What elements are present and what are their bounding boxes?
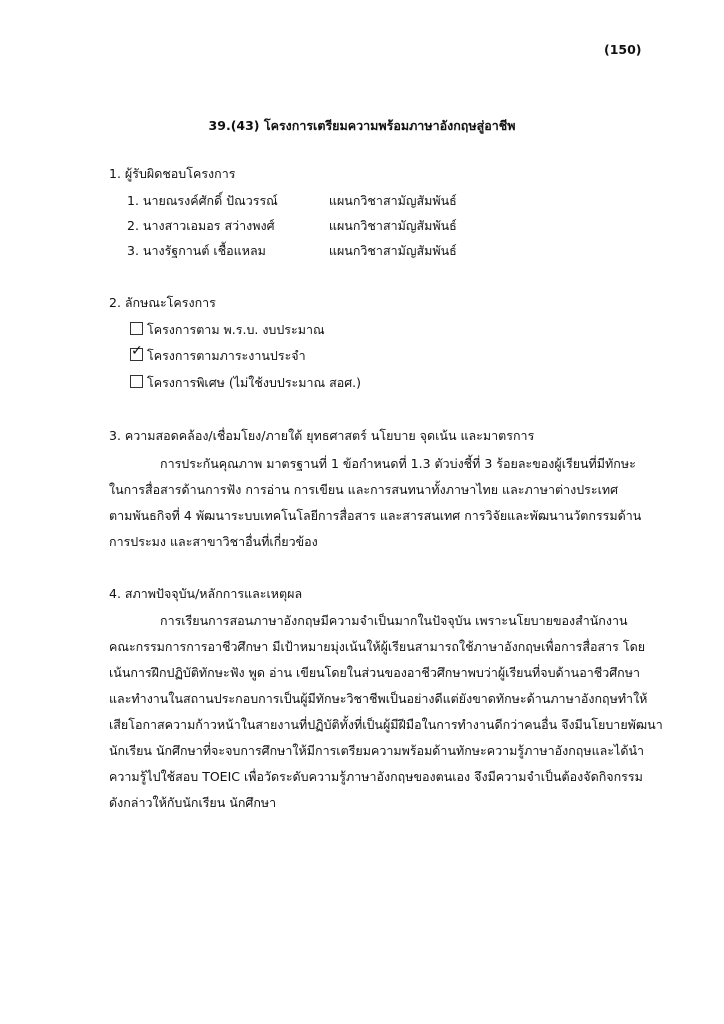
person-number: 2.: [127, 218, 139, 233]
paragraph-line: ดังกล่าวให้กับนักเรียน นักศึกษา: [109, 795, 277, 810]
document-title: 39.(43) โครงการเตรียมความพร้อมภาษาอังกฤษสู่อาชีพ: [208, 118, 516, 133]
project-type-option: [130, 343, 306, 364]
paragraph-line: คณะกรรมการการอาชีวศึกษา มีเป้าหมายมุ่งเน้นให้ผู้เรียนสามารถใช้ภาษาอังกฤษเพื่อการสื่อสาร โดย: [109, 639, 646, 654]
person-row: [127, 193, 457, 209]
paragraph-line: เสียโอกาสความก้าวหน้าในสายงานที่ปฏิบัติทั้งที่เป็นผู้มีฝีมือในการทำงานดีกว่าคนอื่น จึงมีนโยบายพัฒนา: [109, 717, 663, 732]
project-type-option: [130, 322, 325, 338]
person-row: [127, 243, 457, 259]
check-mark-icon: ✓: [131, 343, 143, 359]
person-number: 3.: [127, 243, 139, 258]
section-2-heading: 2. ลักษณะโครงการ: [109, 295, 216, 310]
page-number: (150): [604, 42, 642, 57]
checkbox-unchecked[interactable]: [130, 375, 143, 388]
person-number: 1.: [127, 193, 139, 208]
person-department: แผนกวิชาสามัญสัมพันธ์: [328, 243, 457, 258]
person-name: นายณรงค์ศักดิ์ ปัณวรรณ์: [142, 193, 278, 208]
checkbox-checked[interactable]: [130, 343, 143, 361]
person-name: นางสาวเอมอร สว่างพงศ์: [142, 218, 275, 233]
option-label: โครงการพิเศษ (ไม่ใช้งบประมาณ สอศ.): [147, 375, 361, 390]
option-label: โครงการตาม พ.ร.บ. งบประมาณ: [147, 322, 325, 337]
paragraph-line: ตามพันธกิจที่ 4 พัฒนาระบบเทคโนโลยีการสื่อสาร และสารสนเทศ การวิจัยและพัฒนานวัตกรรมด้าน: [109, 508, 642, 523]
section-1-heading: 1. ผู้รับผิดชอบโครงการ: [109, 166, 236, 181]
person-name: นางรัฐกานต์ เชื้อแหลม: [142, 243, 266, 258]
paragraph-line: ความรู้ไปใช้สอบ TOEIC เพื่อวัดระดับความรู้ภาษาอังกฤษของตนเอง จึงมีความจำเป็นต้องจัดกิจกรรม: [109, 769, 643, 784]
option-label: โครงการตามภาระงานประจำ: [147, 348, 306, 363]
person-department: แผนกวิชาสามัญสัมพันธ์: [328, 193, 457, 208]
project-type-option: [130, 375, 361, 391]
section-4-heading: 4. สภาพปัจจุบัน/หลักการและเหตุผล: [109, 586, 303, 601]
paragraph-line: ในการสื่อสารด้านการฟัง การอ่าน การเขียน และการสนทนาทั้งภาษาไทย และภาษาต่างประเทศ: [109, 482, 619, 497]
paragraph-line: การเรียนการสอนภาษาอังกฤษมีความจำเป็นมากในปัจจุบัน เพราะนโยบายของสำนักงาน: [160, 613, 628, 628]
person-row: [127, 218, 457, 234]
paragraph-line: และทำงานในสถานประกอบการเป็นผู้มีทักษะวิชาชีพเป็นอย่างดีแต่ยังขาดทักษะด้านภาษาอังกฤษทำให้: [109, 691, 648, 706]
section-3-heading: 3. ความสอดคล้อง/เชื่อมโยง/ภายใต้ ยุทธศาสตร์ นโยบาย จุดเน้น และมาตรการ: [109, 428, 535, 443]
checkbox-unchecked[interactable]: [130, 322, 143, 335]
person-department: แผนกวิชาสามัญสัมพันธ์: [328, 218, 457, 233]
paragraph-line: เน้นการฝึกปฏิบัติทักษะฟัง พูด อ่าน เขียนโดยในส่วนของอาชีวศึกษาพบว่าผู้เรียนที่จบด้านอาชีวศึกษา: [109, 665, 640, 680]
paragraph-line: การประมง และสาขาวิชาอื่นที่เกี่ยวข้อง: [109, 534, 318, 549]
paragraph-line: นักเรียน นักศึกษาที่จะจบการศึกษาให้มีการเตรียมความพร้อมด้านทักษะความรู้ภาษาอังกฤษและได้นำ: [109, 743, 645, 758]
paragraph-line: การประกันคุณภาพ มาตรฐานที่ 1 ข้อกำหนดที่ 1.3 ตัวบ่งชี้ที่ 3 ร้อยละของผู้เรียนที่มีทักษะ: [160, 456, 636, 471]
